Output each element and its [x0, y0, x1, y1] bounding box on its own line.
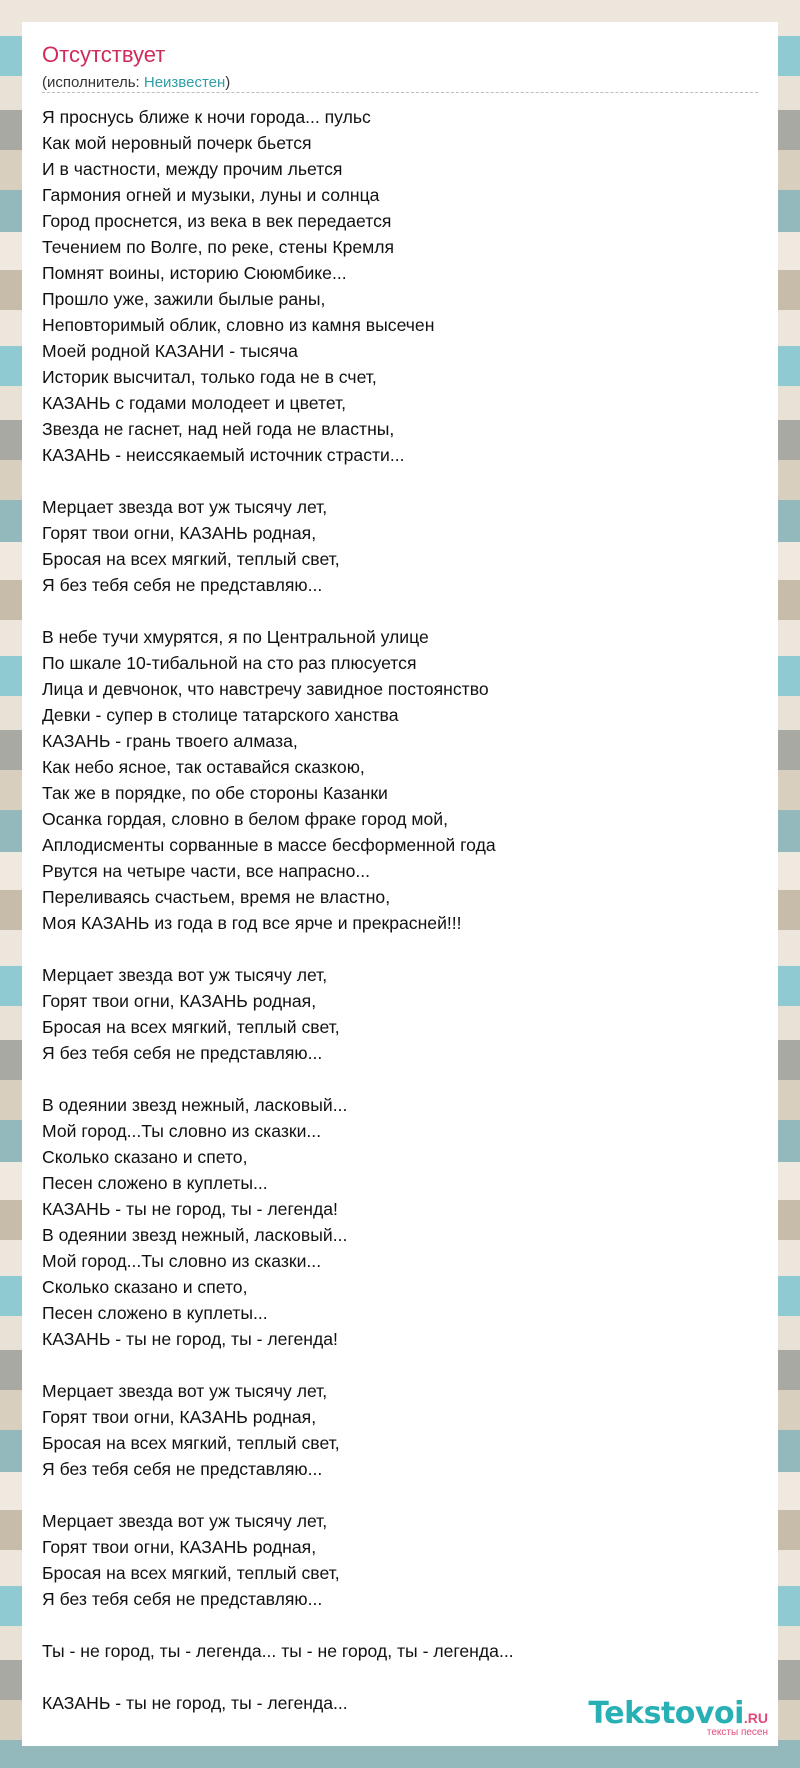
lyric-line: Мерцает звезда вот уж тысячу лет, [42, 1511, 328, 1531]
lyric-line: Я без тебя себя не представляю... [42, 1459, 323, 1479]
lyric-line: Прошло уже, зажили былые раны, [42, 289, 326, 309]
lyric-line: Мой город...Ты словно из сказки... [42, 1251, 322, 1271]
lyric-line: Осанка гордая, словно в белом фраке город мой, [42, 809, 448, 829]
lyric-line: Гармония огней и музыки, луны и солнца [42, 185, 380, 205]
lyric-line: Я проснусь ближе к ночи города... пульс [42, 107, 371, 127]
lyric-line: Помнят воины, историю Сююмбике... [42, 263, 347, 283]
divider [42, 92, 758, 93]
lyric-line: Мерцает звезда вот уж тысячу лет, [42, 965, 328, 985]
stanza-break [42, 1482, 742, 1508]
stanza-break [42, 936, 742, 962]
lyric-line: Бросая на всех мягкий, теплый свет, [42, 549, 340, 569]
lyric-line: Я без тебя себя не представляю... [42, 1589, 323, 1609]
lyric-line: Горят твои огни, КАЗАНЬ родная, [42, 1407, 317, 1427]
lyric-line: Я без тебя себя не представляю... [42, 1043, 323, 1063]
lyric-line: Историк высчитал, только года не в счет, [42, 367, 377, 387]
stanza-break [42, 1352, 742, 1378]
lyric-line: Мерцает звезда вот уж тысячу лет, [42, 497, 328, 517]
lyric-line: Так же в порядке, по обе стороны Казанки [42, 783, 388, 803]
lyric-line: Звезда не гаснет, над ней года не властны, [42, 419, 395, 439]
lyric-line: Как мой неровный почерк бьется [42, 133, 312, 153]
lyric-line: Ты - не город, ты - легенда... ты - не город, ты - легенда... [42, 1641, 514, 1661]
stanza-break [42, 1066, 742, 1092]
artist-suffix: ) [225, 74, 231, 91]
lyric-line: Горят твои огни, КАЗАНЬ родная, [42, 1537, 317, 1557]
stanza-break [42, 468, 742, 494]
lyric-line: Горят твои огни, КАЗАНЬ родная, [42, 523, 317, 543]
stanza-break [42, 1664, 742, 1690]
lyric-line: Горят твои огни, КАЗАНЬ родная, [42, 991, 317, 1011]
lyric-line: КАЗАНЬ - ты не город, ты - легенда... [42, 1693, 348, 1713]
lyric-line: КАЗАНЬ - грань твоего алмаза, [42, 731, 298, 751]
lyric-line: И в частности, между прочим льется [42, 159, 343, 179]
logo-tld: .RU [743, 1710, 768, 1726]
lyric-line: Девки - супер в столице татарского ханства [42, 705, 399, 725]
logo-tagline: тексты песен [706, 1727, 768, 1738]
lyric-line: Аплодисменты сорванные в массе бесформенной года [42, 835, 496, 855]
lyric-line: Город проснется, из века в век передается [42, 211, 392, 231]
lyrics-text [42, 104, 742, 1716]
lyric-line: Сколько сказано и спето, [42, 1147, 248, 1167]
lyric-line: Как небо ясное, так оставайся сказкою, [42, 757, 365, 777]
artist-link[interactable]: Неизвестен [143, 74, 226, 91]
lyric-line: Рвутся на четыре части, все напрасно... [42, 861, 371, 881]
site-logo[interactable] [588, 1696, 768, 1738]
lyric-line: В одеянии звезд нежный, ласковый... [42, 1225, 348, 1245]
lyric-line: Я без тебя себя не представляю... [42, 575, 323, 595]
lyric-line: В небе тучи хмурятся, я по Центральной улице [42, 627, 429, 647]
lyric-line: КАЗАНЬ - неиссякаемый источник страсти... [42, 445, 405, 465]
lyric-line: КАЗАНЬ с годами молодеет и цветет, [42, 393, 347, 413]
lyric-line: Бросая на всех мягкий, теплый свет, [42, 1433, 340, 1453]
lyric-line: Сколько сказано и спето, [42, 1277, 248, 1297]
lyric-line: Мой город...Ты словно из сказки... [42, 1121, 322, 1141]
lyric-line: КАЗАНЬ - ты не город, ты - легенда! [42, 1329, 338, 1349]
logo-wordmark: Tekstovoi [588, 1696, 744, 1731]
lyric-line: По шкале 10-тибальной на сто раз плюсуется [42, 653, 417, 673]
lyric-line: Бросая на всех мягкий, теплый свет, [42, 1563, 340, 1583]
lyric-line: КАЗАНЬ - ты не город, ты - легенда! [42, 1199, 338, 1219]
stanza-break [42, 1612, 742, 1638]
lyric-line: Неповторимый облик, словно из камня высечен [42, 315, 435, 335]
artist-prefix: (исполнитель: [42, 74, 144, 91]
lyric-line: Течением по Волге, по реке, стены Кремля [42, 237, 395, 257]
song-title: Отсутствует [42, 42, 166, 67]
lyric-line: Переливаясь счастьем, время не властно, [42, 887, 391, 907]
lyric-line: Мерцает звезда вот уж тысячу лет, [42, 1381, 328, 1401]
lyric-line: Моей родной КАЗАНИ - тысяча [42, 341, 298, 361]
lyric-line: Лица и девчонок, что навстречу завидное постоянство [42, 679, 489, 699]
lyric-line: Бросая на всех мягкий, теплый свет, [42, 1017, 340, 1037]
lyrics-card [22, 22, 778, 1746]
lyric-line: Песен сложено в куплеты... [42, 1173, 268, 1193]
lyric-line: Моя КАЗАНЬ из года в год все ярче и прекрасней!!! [42, 913, 462, 933]
lyric-line: В одеянии звезд нежный, ласковый... [42, 1095, 348, 1115]
artist-line [42, 74, 230, 91]
lyric-line: Песен сложено в куплеты... [42, 1303, 268, 1323]
stanza-break [42, 598, 742, 624]
